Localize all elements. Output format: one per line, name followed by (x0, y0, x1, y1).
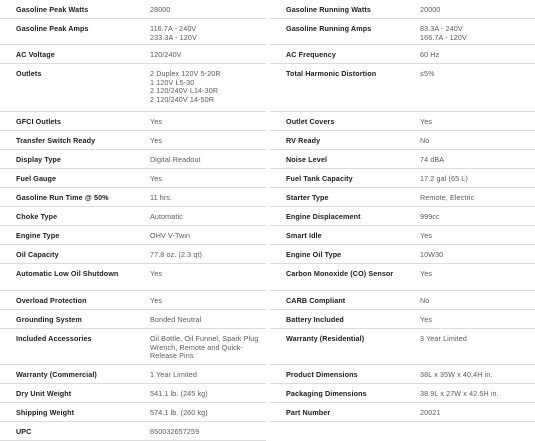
spec-value: 77.8 oz. (2.3 qt) (150, 250, 203, 259)
spec-label: UPC (16, 427, 32, 436)
spec-row-left (0, 64, 266, 112)
spec-value: 74 dBA (420, 155, 445, 164)
spec-label: Outlet Covers (286, 117, 335, 126)
spec-label: GFCI Outlets (16, 117, 62, 126)
spec-value: 2 Duplex 120V 5-20R 1 120V L5-30 2 120/240V L14-30R 2 120/240V 14-50R (150, 69, 221, 104)
spec-label: Gasoline Peak Amps (16, 24, 89, 33)
spec-row-right (270, 384, 535, 403)
spec-label: Display Type (16, 155, 62, 164)
spec-label: Battery Included (286, 315, 344, 324)
spec-label: Gasoline Running Amps (286, 24, 372, 33)
spec-row-right (270, 226, 535, 245)
spec-row-left (0, 169, 266, 188)
spec-value: 20000 (420, 5, 441, 14)
spec-row-right (270, 207, 535, 226)
spec-label: Total Harmonic Distortion (286, 69, 377, 78)
spec-label: Fuel Gauge (16, 174, 57, 183)
spec-value: 17.2 gal (65 L) (420, 174, 468, 183)
spec-row-left (0, 329, 266, 365)
spec-value: Yes (420, 315, 433, 324)
spec-row-left (0, 264, 266, 291)
spec-label: Transfer Switch Ready (16, 136, 96, 145)
spec-row-left (0, 245, 266, 264)
spec-label: Dry Unit Weight (16, 389, 72, 398)
spec-label: Noise Level (286, 155, 328, 164)
spec-value: 541.1 lb. (245 kg) (150, 389, 208, 398)
spec-label: AC Voltage (16, 50, 55, 59)
spec-value: Yes (420, 117, 433, 126)
spec-row-right (270, 150, 535, 169)
spec-row-right (270, 188, 535, 207)
spec-row-left (0, 131, 266, 150)
spec-value: Yes (150, 136, 163, 145)
specs-column-right (270, 0, 535, 422)
specs-column-left (0, 0, 266, 441)
spec-value: 116.7A - 240V 233.3A - 120V (150, 24, 197, 42)
spec-label: Packaging Dimensions (286, 389, 367, 398)
spec-label: Smart Idle (286, 231, 322, 240)
spec-value: Yes (420, 231, 433, 240)
spec-row-right (270, 64, 535, 112)
spec-row-right (270, 329, 535, 365)
spec-value: 850032657259 (150, 427, 200, 436)
spec-value: 10W30 (420, 250, 444, 259)
spec-label: Grounding System (16, 315, 82, 324)
spec-row-right (270, 19, 535, 45)
spec-row-left (0, 150, 266, 169)
spec-row-left (0, 0, 266, 19)
spec-value: 1 Year Limited (150, 370, 197, 379)
spec-value: No (420, 296, 430, 305)
spec-row-left (0, 403, 266, 422)
spec-label: CARB Compliant (286, 296, 346, 305)
spec-row-right (270, 45, 535, 64)
spec-row-right (270, 264, 535, 291)
spec-label: Engine Displacement (286, 212, 361, 221)
spec-label: Gasoline Running Watts (286, 5, 371, 14)
spec-row-right (270, 112, 535, 131)
spec-value: 38L x 35W x 40.4H in. (420, 370, 493, 379)
spec-label: Engine Type (16, 231, 60, 240)
spec-label: Gasoline Peak Watts (16, 5, 89, 14)
spec-label: Outlets (16, 69, 42, 78)
spec-row-right (270, 245, 535, 264)
spec-label: Fuel Tank Capacity (286, 174, 353, 183)
spec-label: Carbon Monoxide (CO) Sensor (286, 269, 394, 278)
spec-row-left (0, 45, 266, 64)
spec-label: RV Ready (286, 136, 321, 145)
spec-label: Overload Protection (16, 296, 87, 305)
spec-value: Yes (150, 296, 163, 305)
spec-label: AC Frequency (286, 50, 336, 59)
spec-label: Warranty (Residential) (286, 334, 365, 343)
spec-row-right (270, 169, 535, 188)
spec-value: 38.9L x 27W x 42.5H in. (420, 389, 499, 398)
spec-label: Part Number (286, 408, 331, 417)
spec-row-left (0, 19, 266, 45)
spec-row-right (270, 310, 535, 329)
spec-label: Oil Capacity (16, 250, 59, 259)
spec-value: Oil Bottle, Oil Funnel, Spark Plug Wrench, Remote and Quick-Release Pins (150, 334, 259, 360)
spec-row-right (270, 131, 535, 150)
spec-row-left (0, 384, 266, 403)
spec-row-right (270, 403, 535, 422)
spec-row-left (0, 310, 266, 329)
spec-value: Yes (150, 174, 163, 183)
spec-value: 999cc (420, 212, 440, 221)
spec-label: Choke Type (16, 212, 58, 221)
spec-value: ≤5% (420, 69, 435, 78)
spec-label: Included Accessories (16, 334, 92, 343)
spec-value: 83.3A - 240V 166.7A - 120V (420, 24, 467, 42)
spec-label: Starter Type (286, 193, 329, 202)
spec-label: Shipping Weight (16, 408, 75, 417)
spec-value: 60 Hz (420, 50, 440, 59)
spec-value: OHV V-Twin (150, 231, 191, 240)
spec-value: Yes (150, 117, 163, 126)
spec-label: Engine Oil Type (286, 250, 342, 259)
spec-row-left (0, 226, 266, 245)
spec-row-left (0, 291, 266, 310)
spec-label: Warranty (Commercial) (16, 370, 97, 379)
spec-value: 20021 (420, 408, 441, 417)
spec-value: Yes (150, 269, 163, 278)
spec-value: 11 hrs. (150, 193, 173, 202)
spec-row-left (0, 188, 266, 207)
spec-value: 28000 (150, 5, 171, 14)
spec-label: Gasoline Run Time @ 50% (16, 193, 109, 202)
spec-value: Yes (420, 269, 433, 278)
spec-value: 574.1 lb. (260 kg) (150, 408, 208, 417)
spec-value: Digital Readout (150, 155, 201, 164)
spec-row-left (0, 112, 266, 131)
spec-row-right (270, 365, 535, 384)
spec-row-left (0, 365, 266, 384)
spec-value: Automatic (150, 212, 183, 221)
spec-value: No (420, 136, 430, 145)
spec-value: 3 Year Limited (420, 334, 467, 343)
spec-value: Bonded Neutral (150, 315, 202, 324)
spec-label: Product Dimensions (286, 370, 358, 379)
spec-row-right (270, 291, 535, 310)
spec-row-right (270, 0, 535, 19)
spec-row-left (0, 207, 266, 226)
spec-value: Remote, Electric (420, 193, 475, 202)
spec-value: 120/240V (150, 50, 182, 59)
spec-row-left (0, 422, 266, 441)
spec-label: Automatic Low Oil Shutdown (16, 269, 119, 278)
